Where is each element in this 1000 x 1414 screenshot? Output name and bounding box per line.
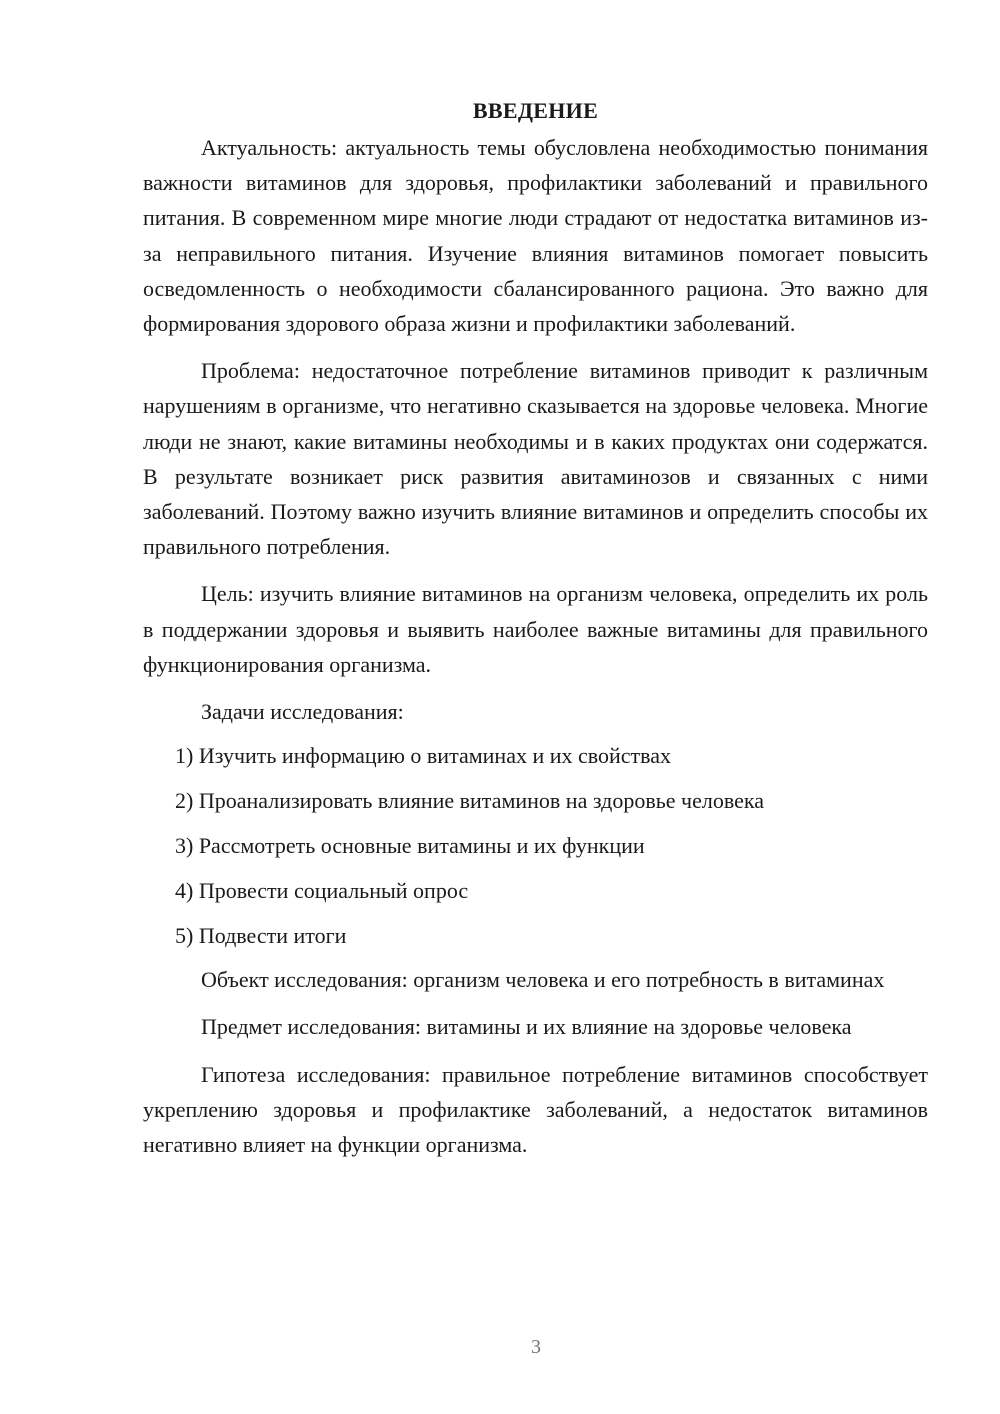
hypothesis-paragraph: Гипотеза исследования: правильное потребление витаминов способствует укреплению здоровья и профилактике заболеваний, а недостаток витаминов негативно влияет на функции организма. <box>143 1061 928 1158</box>
object-paragraph: Объект исследования: организм человека и его потребность в витаминах <box>201 967 885 993</box>
subject-paragraph: Предмет исследования: витамины и их влияние на здоровье человека <box>201 1014 852 1040</box>
list-item: 5) Подвести итоги <box>175 923 347 949</box>
list-item: 4) Провести социальный опрос <box>175 878 469 904</box>
list-item: 3) Рассмотреть основные витамины и их функции <box>175 833 645 859</box>
tasks-heading: Задачи исследования: <box>201 699 404 725</box>
page-number: 3 <box>531 1336 541 1358</box>
page-content <box>143 96 928 1174</box>
problem-paragraph: Проблема: недостаточное потребление витаминов приводит к различным нарушениям в организме, что негативно сказывается на здоровье человека. Многие люди не знают, какие витамины необходимы и в каких продуктах они содержатся. В результате возникает риск развития авитаминозов и связанных с ними заболеваний. Поэтому важно изучить влияние витаминов и определить способы их правильного потребления. <box>143 358 928 560</box>
list-item: 1) Изучить информацию о витаминах и их свойствах <box>175 743 672 769</box>
list-item: 2) Проанализировать влияние витаминов на здоровье человека <box>175 788 764 814</box>
section-title: ВВЕДЕНИЕ <box>472 98 599 123</box>
goal-paragraph: Цель: изучить влияние витаминов на организм человека, определить их роль в поддержании здоровья и выявить наиболее важные витамины для правильного функционирования организма. <box>143 581 928 677</box>
tasks-list <box>143 741 928 951</box>
relevance-paragraph: Актуальность: актуальность темы обусловлена необходимостью понимания важности витаминов для здоровья, профилактики заболеваний и правильного питания. В современном мире многие люди страдают от недостатка витаминов из-за неправильного питания. Изучение влияния витаминов помогает повысить осведомленность о необходимости сбалансированного рациона. Это важно для формирования здорового образа жизни и профилактики заболеваний. <box>143 135 928 337</box>
